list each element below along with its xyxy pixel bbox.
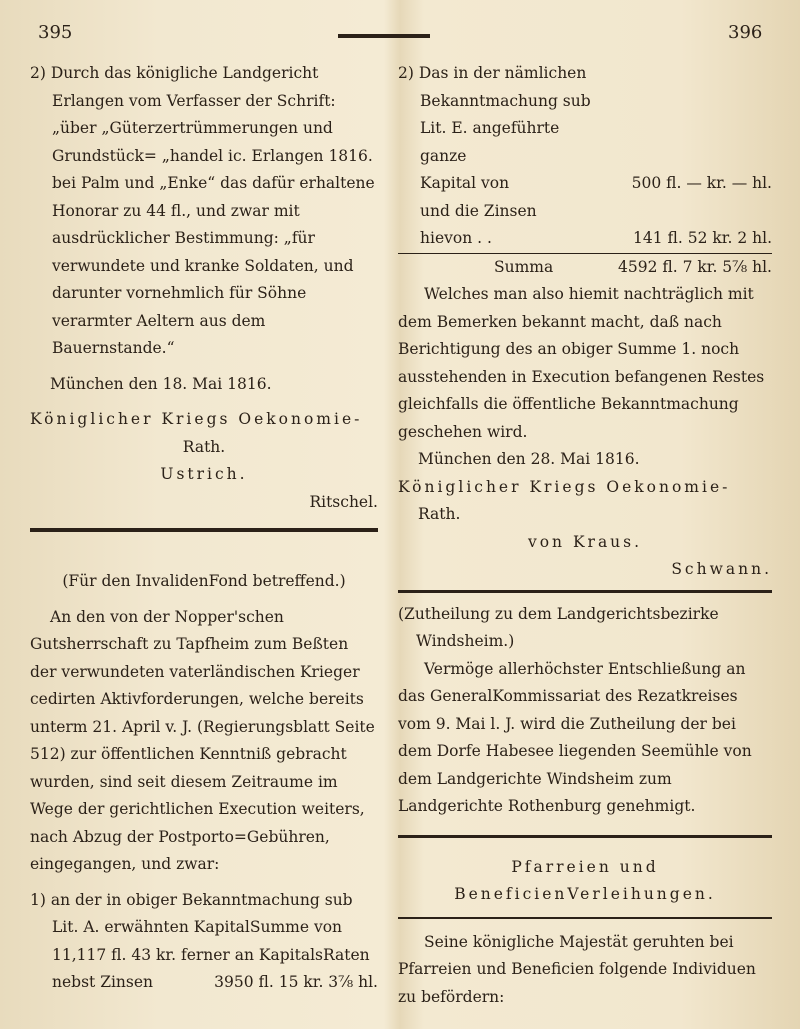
left-office-line-1: Königlicher Kriegs Oekonomie- [30, 410, 363, 428]
left-heading: (Für den InvalidenFond betreffend.) [62, 572, 346, 590]
right-office-line-2: Rath. [418, 505, 461, 523]
left-signer-1: Ustrich. [160, 465, 248, 483]
left-item-1-text: 1) an der in obiger Bekanntmachung sub Lit. A. erwähnten KapitalSumme von 11,117 fl. 43 kr. ferner an KapitalsRaten nebst Zinsen [30, 890, 370, 991]
left-divider [30, 528, 378, 532]
zinsen-label: und die Zinsen [420, 201, 537, 220]
hievon-row [398, 225, 772, 253]
left-signer-2: Ritschel. [309, 492, 378, 511]
right-paragraph-3: Seine königliche Majestät geruhten bei Pfarreien und Beneficien folgende Individuen zu befördern: [398, 932, 756, 1006]
right-signer-2: Schwann. [671, 560, 772, 578]
hievon-amount: 141 fl. 52 kr. 2 hl. [633, 229, 772, 247]
summa-label: Summa [494, 257, 554, 276]
right-signer-1: von Kraus. [527, 532, 643, 551]
right-divider-3 [398, 917, 772, 919]
right-heading-3: Pfarreien und BeneficienVerleihungen. [454, 857, 716, 903]
summa-row [398, 253, 772, 282]
kapital-amount: 500 fl. — kr. — hl. [631, 174, 772, 192]
kapital-label: Kapital von [420, 174, 510, 192]
right-divider-2 [398, 835, 772, 838]
right-office-line-1: Königlicher Kriegs Oekonomie- [398, 477, 731, 496]
right-heading-2: (Zutheilung zu dem Landgerichtsbezirke Windsheim.) [398, 604, 719, 650]
right-paragraph-2: Vermöge allerhöchster Entschließung an das GeneralKommissariat des Rezatkreises vom 9. Mai l. J. wird die Zutheilung der bei dem Dorfe Habesee liegenden Seemühle von dem Landgerichte Windsheim zum Landgerichte Rothenburg genehmigt. [398, 659, 752, 815]
kapital-row [398, 170, 772, 198]
page-number-right: 396 [728, 22, 763, 43]
right-paragraph-1: Welches man also hiemit nachträglich mit dem Bemerken bekannt macht, daß nach Berichtigung des an obiger Summe 1. noch ausstehenden in Execution befangenen Restes gleichfalls die öffentliche Bekanntmachung geschehen wird. [398, 285, 765, 441]
right-column [398, 60, 772, 1011]
left-date: München den 18. Mai 1816. [50, 374, 272, 393]
right-date: München den 28. Mai 1816. [418, 450, 640, 468]
left-item-2: 2) Durch das königliche Landgericht Erlangen vom Verfasser der Schrift: „über „Güterzertrümmerungen und Grundstück= „handel ic. Erlangen 1816. bei Palm und „Enke“ das dafür erhaltene Honorar zu 44 fl., und zwar mit ausdrücklicher Bestimmung: „für verwundete und kranke Soldaten, und darunter vornehmlich für Söhne verarmter Aeltern aus dem Bauernstande.“ [30, 64, 375, 357]
page-number-left: 395 [38, 22, 73, 43]
right-item-2: 2) Das in der nämlichen Bekanntmachung sub Lit. E. angeführte ganze [398, 64, 591, 165]
left-item-1 [30, 887, 378, 997]
left-office-line-2: Rath. [182, 437, 226, 456]
left-paragraph: An den von der Nopper'schen Gutsherrschaft zu Tapfheim zum Beßten der verwundeten vaterländischen Krieger cedirten Aktivforderungen, welche bereits unterm 21. April v. J. (Regierungsblatt Seite 512) zur öffentlichen Kenntniß gebracht wurden, sind seit diesem Zeitraume im Wege der gerichtlichen Execution weiters, nach Abzug der Postporto=Gebühren, eingegangen, und zwar: [30, 607, 375, 873]
right-divider-1 [398, 590, 772, 593]
header-rule [338, 34, 430, 38]
summa-amount: 4592 fl. 7 kr. 5⅞ hl. [618, 257, 772, 276]
left-column [30, 60, 378, 997]
left-item-1-amount: 3950 fl. 15 kr. 3⅞ hl. [214, 973, 378, 991]
hievon-label: hievon . . [420, 229, 492, 247]
